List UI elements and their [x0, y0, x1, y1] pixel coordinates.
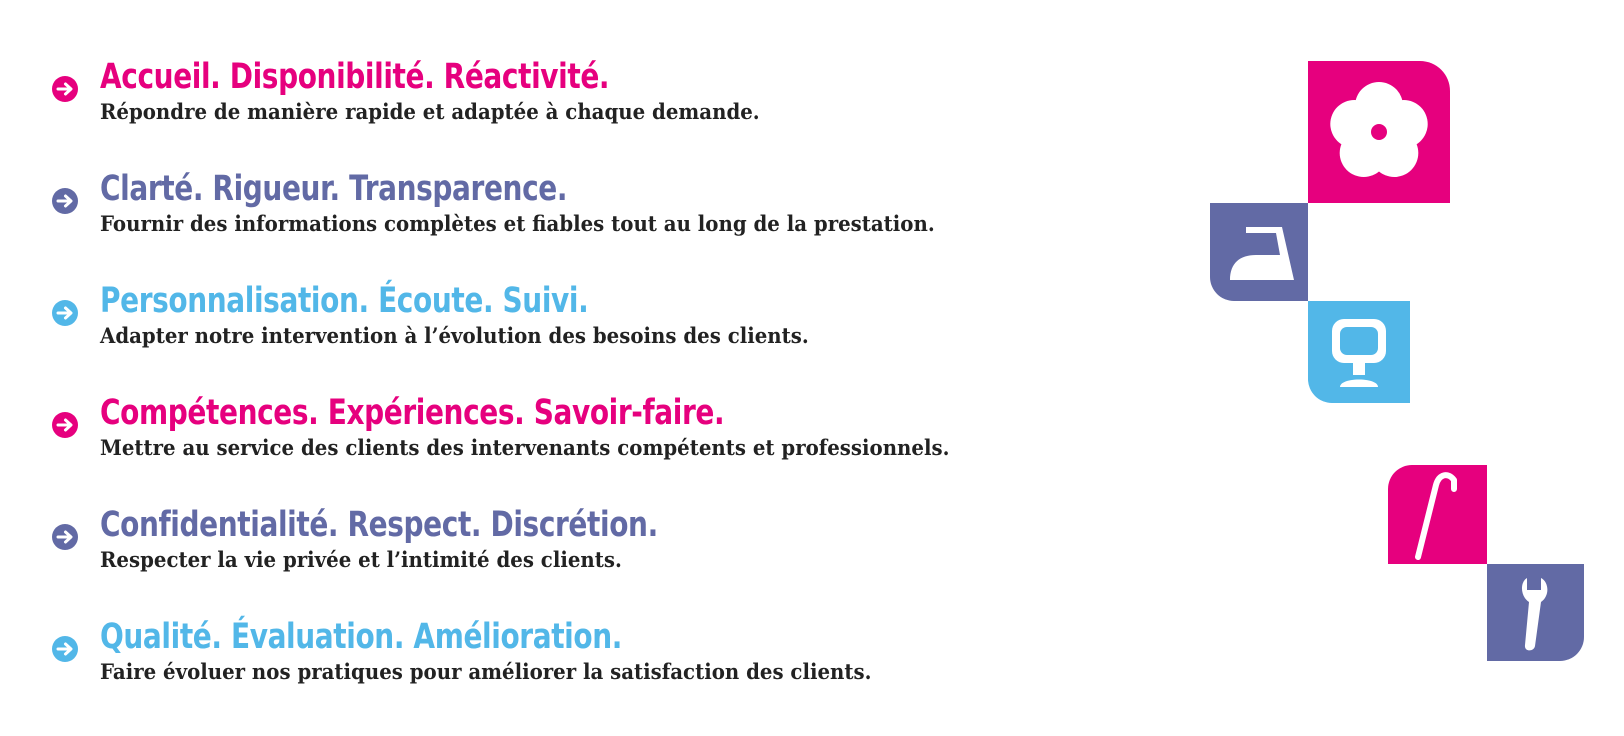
value-description: Faire évoluer nos pratiques pour améliorer la satisfaction des clients.	[100, 659, 872, 684]
arrow-right-icon	[52, 412, 78, 438]
value-description: Mettre au service des clients des intervenants compétents et professionnels.	[100, 435, 950, 460]
iron-icon	[1210, 203, 1308, 301]
arrow-right-icon	[52, 300, 78, 326]
value-description: Fournir des informations complètes et fiables tout au long de la prestation.	[100, 211, 935, 236]
value-title: Clarté. Rigueur. Transparence.	[100, 169, 568, 209]
value-title: Compétences. Expériences. Savoir-faire.	[100, 393, 725, 433]
arrow-right-icon	[52, 188, 78, 214]
computer-icon	[1308, 301, 1410, 403]
arrow-right-icon	[52, 76, 78, 102]
value-title: Personnalisation. Écoute. Suivi.	[100, 281, 589, 321]
wrench-icon	[1487, 564, 1584, 661]
arrow-right-icon	[52, 524, 78, 550]
value-title: Accueil. Disponibilité. Réactivité.	[100, 57, 610, 97]
flower-icon	[1308, 61, 1450, 203]
value-title: Confidentialité. Respect. Discrétion.	[100, 505, 658, 545]
value-description: Respecter la vie privée et l’intimité des clients.	[100, 547, 622, 572]
cane-icon	[1388, 465, 1487, 564]
value-description: Répondre de manière rapide et adaptée à chaque demande.	[100, 99, 760, 124]
value-description: Adapter notre intervention à l’évolution des besoins des clients.	[100, 323, 809, 348]
arrow-right-icon	[52, 636, 78, 662]
value-title: Qualité. Évaluation. Amélioration.	[100, 617, 622, 657]
